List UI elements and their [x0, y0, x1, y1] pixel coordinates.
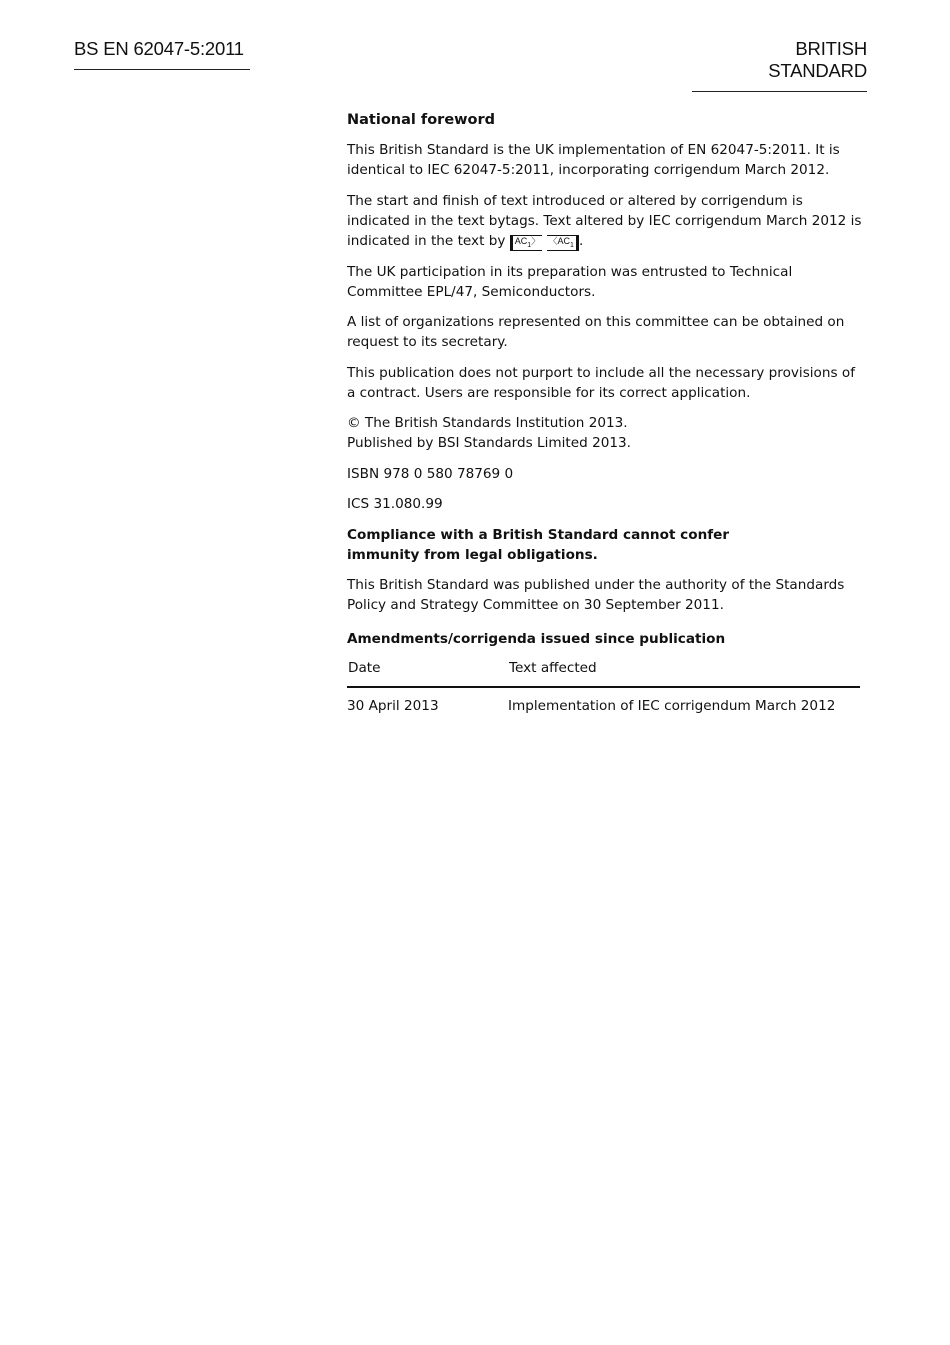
column-date: Date — [347, 658, 508, 687]
column-text-affected: Text affected — [508, 658, 860, 687]
amendment-date: 30 April 2013 — [347, 698, 439, 715]
foreword-title: National foreword — [347, 112, 496, 128]
publisher-line: Published by BSI Standards Limited 2013. — [347, 435, 631, 452]
paragraph-committee: The UK participation in its preparation was entrusted to Technical Committee EPL/47, Semiconductors. — [347, 263, 793, 300]
amendments-table — [347, 658, 860, 716]
document-id: BS EN 62047-5:2011 — [74, 38, 250, 70]
tag-sub: 1 — [527, 241, 532, 249]
national-foreword — [347, 110, 862, 716]
ac1-start-tag-icon: $AC_1〉$ — [510, 235, 542, 252]
authority-statement: This British Standard was published under the authority of the Standards Policy and Strategy Committee on 30 September 2011. — [347, 577, 845, 614]
compliance-notice: Compliance with a British Standard cannot confer immunity from legal obligations. — [347, 526, 730, 563]
table-row — [347, 687, 860, 716]
tag-label: AC — [557, 235, 571, 246]
copyright-line: © The British Standards Institution 2013. — [347, 415, 628, 432]
ac1-end-tag-icon: $〈AC_1$ — [547, 235, 579, 252]
paragraph-organizations: A list of organizations represented on this committee can be obtained on request to its secretary. — [347, 314, 845, 351]
paragraph-provisions: This publication does not purport to include all the necessary provisions of a contract. Users are responsible for its correct application. — [347, 364, 855, 401]
standard-label: BRITISH STANDARD — [692, 38, 867, 92]
ics: ICS 31.080.99 — [347, 496, 443, 513]
tags-text: The start and finish of text introduced or altered by corrigendum is indicated in the text bytags. Text altered by IEC corrigendum March 2012 is indicated in the text by — [347, 192, 862, 249]
isbn: ISBN 978 0 580 78769 0 — [347, 465, 514, 482]
amendments-title: Amendments/corrigenda issued since publication — [347, 631, 726, 648]
tag-sub: 1 — [570, 241, 574, 249]
tags-end: . — [578, 232, 584, 249]
tag-label: AC — [514, 235, 528, 246]
amendment-text: Implementation of IEC corrigendum March 2012 — [508, 698, 836, 715]
paragraph-copyright — [347, 413, 862, 453]
paragraph-implementation: This British Standard is the UK implementation of EN 62047-5:2011. It is identical to IEC 62047-5:2011, incorporating corrigendum March 2012. — [347, 142, 840, 178]
paragraph-tags — [347, 191, 862, 252]
